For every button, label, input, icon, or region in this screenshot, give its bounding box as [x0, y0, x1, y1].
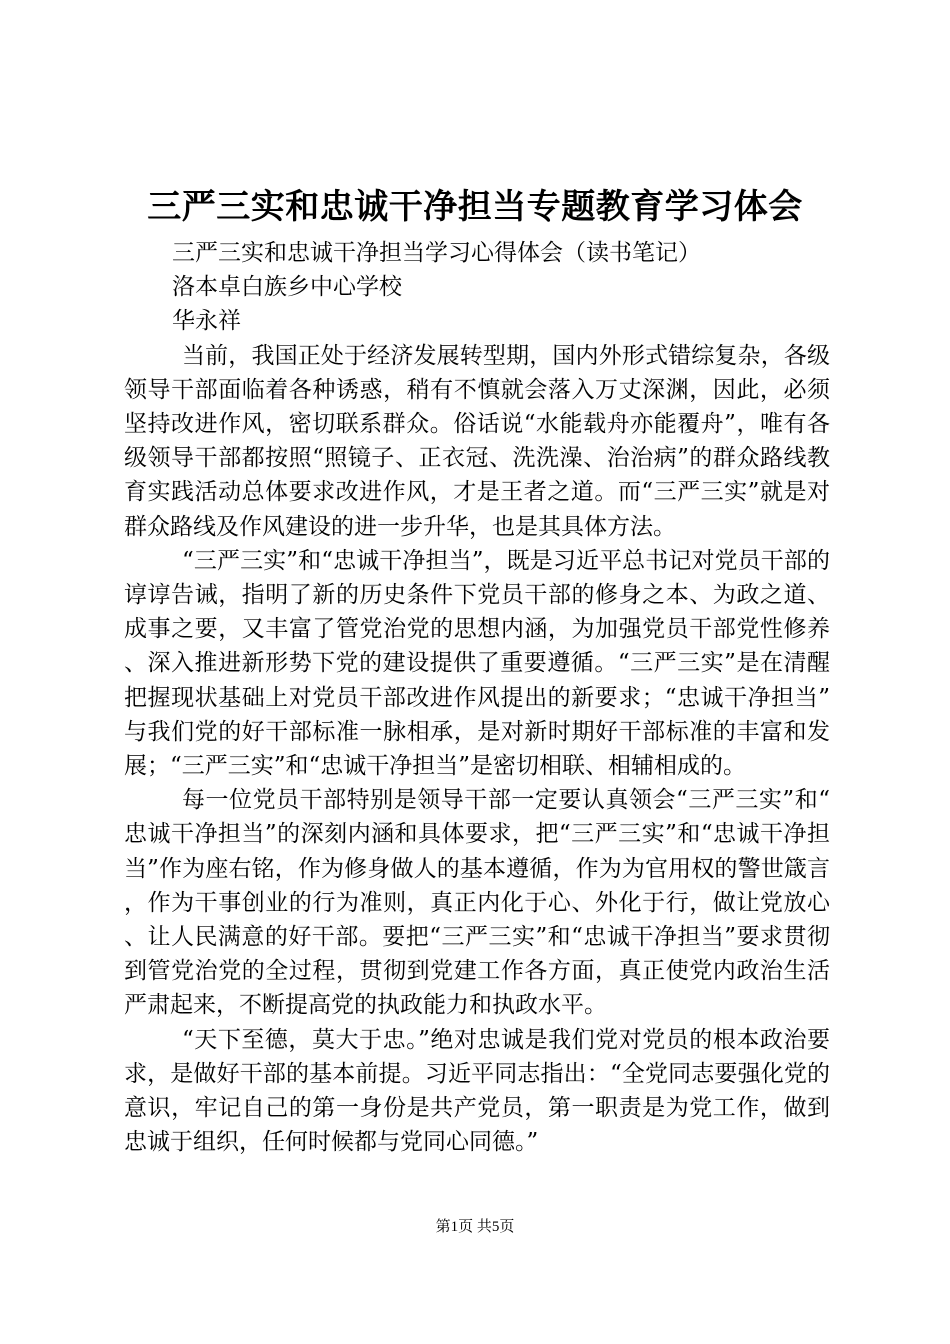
document-body — [124, 236, 830, 1159]
body-paragraph: 每一位党员干部特别是领导干部一定要认真领会“三严三实”和“忠诚干净担当”的深刻内涵和具体要求，把“三严三实”和“忠诚干净担当”作为座右铭，作为修身做人的基本遵循，作为为官用权的警世箴言，作为干事创业的行为准则，真正内化于心、外化于行，做让党放心、让人民满意的好干部。要把“三严三实”和“忠诚干净担当”要求贯彻到管党治党的全过程，贯彻到党建工作各方面，真正使党内政治生活严肃起来，不断提高党的执政能力和执政水平。 — [124, 787, 830, 1019]
author-name: 华永祥 — [172, 308, 241, 335]
page-number-footer: 第1页 共5页 — [435, 1219, 515, 1235]
document-title: 三严三实和忠诚干净担当专题教育学习体会 — [147, 187, 803, 227]
document-subtitle: 三严三实和忠诚干净担当学习心得体会（读书笔记） — [172, 240, 701, 266]
body-paragraph: “天下至德，莫大于忠。”绝对忠诚是我们党对党员的根本政治要求，是做好干部的基本前提。习近平同志指出：“全党同志要强化党的意识，牢记自己的第一身份是共产党员，第一职责是为党工作，做到忠诚于组织，任何时候都与党同心同德。” — [124, 1026, 830, 1156]
body-paragraph: “三严三实”和“忠诚干净担当”，既是习近平总书记对党员干部的谆谆告诫，指明了新的历史条件下党员干部的修身之本、为政之道、成事之要，又丰富了管党治党的思想内涵，为加强党员干部党性修养、深入推进新形势下党的建设提供了重要遵循。“三严三实”是在清醒把握现状基础上对党员干部改进作风提出的新要求；“忠诚干净担当”与我们党的好干部标准一脉相承，是对新时期好干部标准的丰富和发展；“三严三实”和“忠诚干净担当”是密切相联、相辅相成的。 — [124, 547, 830, 780]
body-paragraph: 当前，我国正处于经济发展转型期，国内外形式错综复杂，各级领导干部面临着各种诱惑，稍有不慎就会落入万丈深渊，因此，必须坚持改进作风，密切联系群众。俗话说“水能载舟亦能覆舟”，唯有各级领导干部都按照“照镜子、正衣冠、洗洗澡、治治病”的群众路线教育实践活动总体要求改进作风，才是王者之道。而“三严三实”就是对群众路线及作风建设的进一步升华，也是其具体方法。 — [124, 342, 830, 540]
school-name: 洛本卓白族乡中心学校 — [172, 274, 402, 301]
